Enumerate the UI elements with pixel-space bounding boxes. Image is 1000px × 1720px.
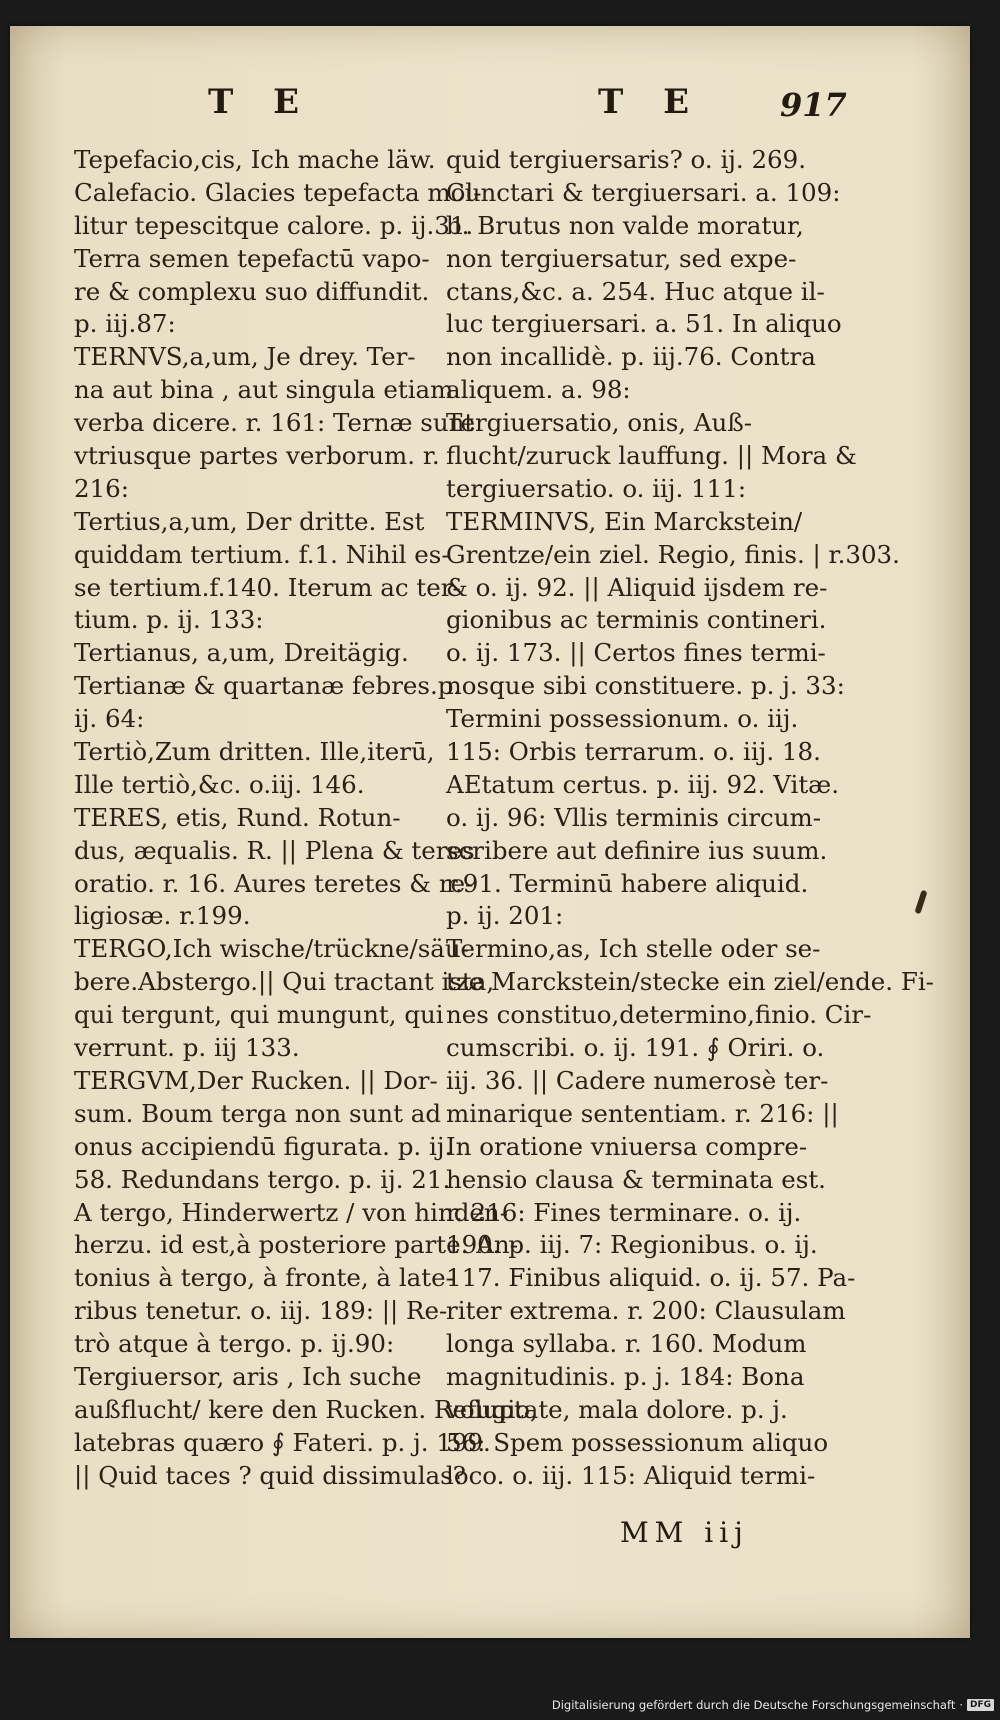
footer-text: Digitalisierung gefördert durch die Deutsche Forschungsgemeinschaft [551,1698,956,1712]
text-line: o. ij. 96: Vllis terminis circum- [446,802,822,832]
text-line: o. ij. 173. || Certos fines termi- [446,638,826,668]
text-line: nes constituo,determino,finio. Cir- [446,1000,872,1030]
text-line: verrunt. p. iij 133. [74,1033,300,1063]
text-line: ij. 64: [74,704,145,734]
text-line: oratio. r. 16. Aures teretes & re- [74,868,474,898]
text-line: na aut bina , aut singula etiam [74,375,454,405]
text-line: dus, æqualis. R. || Plena & teres [74,835,475,865]
page-number: 917 [780,86,847,124]
running-head-right: T E [598,82,704,122]
text-line: loco. o. iij. 115: Aliquid termi- [446,1460,816,1490]
text-line: 56: Spem possessionum aliquo [446,1427,829,1457]
text-line: TERGVM,Der Rucken. || Dor- [74,1065,438,1095]
text-line: A tergo, Hinderwertz / von hinden- [74,1197,508,1227]
text-line: ctans,&c. a. 254. Huc atque il- [446,276,825,306]
text-line: 216: [74,473,130,503]
text-line: TERES, etis, Rund. Rotun- [74,802,401,832]
text-line: aliquem. a. 98: [446,375,631,405]
text-line: re & complexu suo diffundit. [74,276,430,306]
text-line: voluptate, mala dolore. p. j. [446,1394,788,1424]
signature-mark: MM iij [620,1516,749,1549]
text-line: tonius à tergo, à fronte, à late- [74,1263,454,1293]
text-line: & o. ij. 92. || Aliquid ijsdem re- [446,572,828,602]
text-line: luc tergiuersari. a. 51. In aliquo [446,309,842,339]
text-line: trò atque à tergo. p. ij.90: [74,1329,395,1359]
text-line: latebras quæro ∮ Fateri. p. j. 199. [74,1427,491,1457]
text-line: tium. p. ij. 133: [74,605,264,635]
text-line: verba dicere. r. 161: Ternæ sunt [74,408,475,438]
text-line: quid tergiuersaris? o. ij. 269. [446,145,807,174]
text-line: außflucht/ kere den Rucken. Refugio, [74,1394,538,1424]
text-line: quiddam tertium. f.1. Nihil es- [74,539,450,569]
text-line: Termini possessionum. o. iij. [446,704,799,734]
dfg-logo-icon: DFG [967,1699,994,1711]
text-line: TERMINVS, Ein Marckstein/ [446,506,803,536]
text-line: flucht/zuruck lauffung. || Mora & [446,441,857,471]
text-line: non tergiuersatur, sed expe- [446,243,797,273]
text-line: 190. p. iij. 7: Regionibus. o. ij. [446,1230,818,1260]
text-line: tze Marckstein/stecke ein ziel/ende. Fi- [446,967,934,997]
text-line: bere.Abstergo.|| Qui tractant ista, [74,967,495,997]
text-line: Tertius,a,um, Der dritte. Est [74,506,425,536]
text-line: Ille tertiò,&c. o.iij. 146. [74,769,365,799]
text-line: ligiosæ. r.199. [74,901,251,931]
text-line: Calefacio. Glacies tepefacta mol- [74,177,482,207]
text-line: scribere aut definire ius suum. [446,835,828,865]
text-line: TERGO,Ich wische/trückne/säu- [74,934,469,964]
footer-credit [552,1698,994,1712]
text-line: vtriusque partes verborum. r. [74,441,440,471]
text-line: Tergiuersor, aris , Ich suche [74,1361,422,1391]
text-line: qui tergunt, qui mungunt, qui [74,1000,444,1030]
running-head-left: T E [208,82,314,122]
text-line: 117. Finibus aliquid. o. ij. 57. Pa- [446,1263,856,1293]
text-line: gionibus ac terminis contineri. [446,605,827,635]
text-line: r. 216: Fines terminare. o. ij. [446,1197,802,1227]
text-line: Tertianus, a,um, Dreitägig. [74,638,409,668]
right-text-column [446,144,934,1493]
text-line: b. Brutus non valde moratur, [446,210,804,240]
text-line: hensio clausa & terminata est. [446,1164,826,1194]
text-line: litur tepescitque calore. p. ij.31. [74,210,474,240]
text-line: longa syllaba. r. 160. Modum [446,1329,807,1359]
text-line: nosque sibi constituere. p. j. 33: [446,671,845,701]
text-line: || Quid taces ? quid dissimulas? [74,1460,466,1490]
text-line: Termino,as, Ich stelle oder se- [446,934,821,964]
text-line: TERNVS,a,um, Je drey. Ter- [74,342,416,372]
text-line: 58. Redundans tergo. p. ij. 21. [74,1164,451,1194]
text-line: Tepefacio,cis, Ich mache läw. [74,145,436,174]
text-line: magnitudinis. p. j. 184: Bona [446,1361,805,1391]
text-line: iij. 36. || Cadere numerosè ter- [446,1065,829,1095]
text-line: p. ij. 201: [446,901,564,931]
text-line: In oratione vniuersa compre- [446,1131,808,1161]
text-line: minarique sententiam. r. 216: || [446,1098,839,1128]
text-line: herzu. id est,à posteriore parte. An- [74,1230,518,1260]
text-line: non incallidè. p. iij.76. Contra [446,342,816,372]
text-line: Tergiuersatio, onis, Auß- [446,408,752,438]
text-line: Tertianæ & quartanæ febres.p. [74,671,462,701]
text-line: tergiuersatio. o. iij. 111: [446,473,747,503]
text-line: onus accipiendū figurata. p. ij. [74,1131,453,1161]
text-line: Tertiò,Zum dritten. Ille,iterū, [74,737,435,767]
text-line: riter extrema. r. 200: Clausulam [446,1296,846,1326]
text-line: 115: Orbis terrarum. o. iij. 18. [446,737,821,767]
text-line: AEtatum certus. p. iij. 92. Vitæ. [446,769,839,799]
text-line: ribus tenetur. o. iij. 189: || Re- [74,1296,448,1326]
dash-separator: · [959,1698,963,1712]
text-line: sum. Boum terga non sunt ad [74,1098,441,1128]
text-line: Grentze/ein ziel. Regio, finis. | r.303. [446,539,900,569]
text-line: cumscribi. o. ij. 191. ∮ Oriri. o. [446,1033,825,1063]
text-line: Cunctari & tergiuersari. a. 109: [446,177,841,207]
text-line: p. iij.87: [74,309,176,339]
book-page-scan [10,26,970,1638]
text-line: se tertium.f.140. Iterum ac ter- [74,572,461,602]
margin-ink-mark [914,890,927,915]
text-line: r.91. Terminū habere aliquid. [446,868,809,898]
text-line: Terra semen tepefactū vapo- [74,243,430,273]
